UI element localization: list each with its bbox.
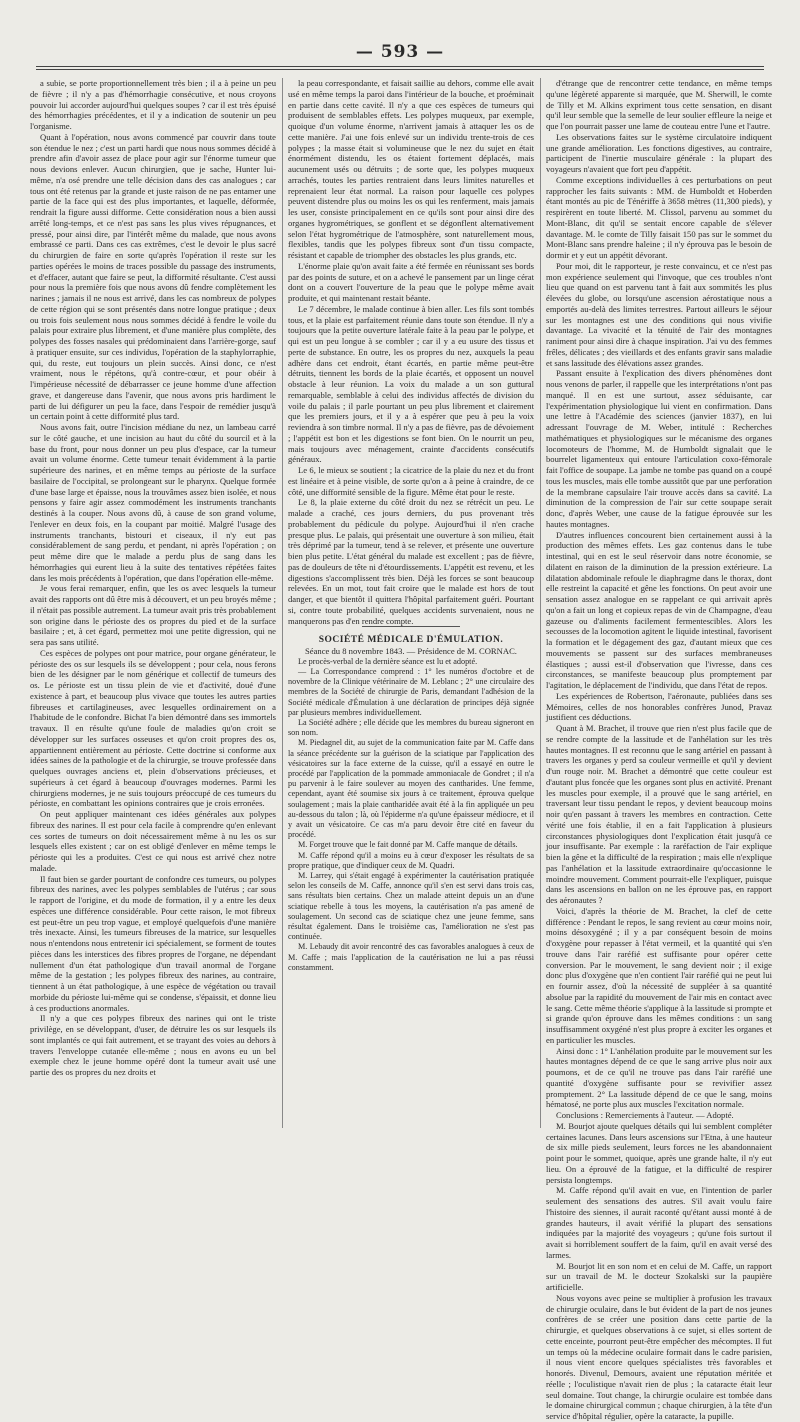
paragraph: Il n'y a que ces polypes fibreux des narines qui ont le triste privilège, en se développant, d'user, de détruire les os sur lesquels ils sont implantés ce qui fait autrement, et se trayant des voies au dehors à travers l'enveloppe cutanée elle-même ; nous en avons eu un bel exemple chez le jeune homme opéré dont la tumeur avait usé une partie des os propres du nez droits et: [30, 1013, 276, 1077]
paragraph: Passant ensuite à l'explication des divers phénomènes dont nous venons de parler, il rappelle que les interprétations n'ont pas manqué. Il en est une surtout, assez séduisante, car l'expérimentation physiologique lui vient en confirmation. Dans une lettre à l'Académie des sciences (janvier 1837), en lui adressant l'ouvrage de M. Weber, intitulé : Recherches mathématiques et physiologiques sur le mécanisme des organes locomoteurs de l'homme, M. de Humboldt signalait que le bourrelet ligamenteux qui entoure l'articulation coxo-fémorale fait l'office de soupape. La jambe ne tombe pas quand on a coupé tous les muscles, mais elle tombe aussitôt que par une perforation de la membrane capsulaire l'air trouve accès dans sa cavité. La diminution de la compression de l'air sur cette soupape serait donc, d'après Weber, une cause de la fatigue éprouvée sur les hautes montagnes.: [546, 368, 772, 529]
paragraph: D'autres influences concourent bien certainement aussi à la production des mêmes effets. Les gaz contenus dans le tube intestinal, qui en est le seul réservoir dans notre économie, se dilatent en raison de la diminution de la pression extérieure. La dilatation abdominale refoule le diaphragme dans le thorax, dont elle restreint la capacité et gêne les fonctions. On peut avoir une sensation assez analogue en se rappelant ce qui arrivait après qu'on a fait un long et copieux repas de vin de Champagne, d'eau gazeuse ou d'aliments facilement fermentescibles. Alors les secousses de la locomotion agitent le liquide intestinal, favorisent la formation et le dégagement des gaz, d'autant mieux que ces mouvements se passent sur des surfaces membraneuses élastiques ; aussi est-il d'observation que l'ivresse, dans ces circonstances, se manifeste beaucoup plus promptement par l'agitation, le déplacement de l'individu, que dans l'état de repos.: [546, 529, 772, 690]
paragraph: Nous voyons avec peine se multiplier à profusion les travaux de chirurgie oculaire, dans le but évident de la part de nos jeunes confrères de se créer une position dans cette partie de la chirurgie, et quelques observations à ce sujet, si elles sortent de cette enceinte, pourront peut-être empêcher des mécomptes. Il fut un temps où la médecine oculaire formait dans le cadre parisien, il nous vient encore quelques spécialistes très favorables et honorés. Divenul, Demours, avaient une réputation méritée et réelle ; l'oculistique n'avait rien de plus ; la cataracte était leur seul domaine. Tout change, la chirurgie oculaire est tombée dans le domaine chirurgical commun ; chaque chirurgien, à la tête d'un service d'hôpital régulier, opère la cataracte, la pupille.: [546, 1292, 772, 1421]
header-rule-double: [36, 69, 764, 70]
paragraph: La Société adhère ; elle décide que les membres du bureau signeront en son nom.: [288, 717, 534, 738]
paragraph: L'énorme plaie qu'on avait faite a été fermée en réunissant ses bords par des points de suture, et on a achevé le pansement par un linge cérat dont on a couvert l'ouverture de la peau que le polype même avait produite, et qui maintenant restait béante.: [288, 260, 534, 303]
paragraph: On peut appliquer maintenant ces idées générales aux polypes fibreux des narines. Il est pour cela facile à comprendre qu'en enlevant ces sortes de tumeurs on doit nécessairement même à nu les os sur lesquels elles existent ; car on est obligé d'enlever en même temps le périoste qui les a produites. C'est ce qui nous est arrivé chez notre malade.: [30, 809, 276, 873]
paragraph: Ces espèces de polypes ont pour matrice, pour organe générateur, le périoste des os sur lesquels ils se développent ; pour cela, nous ferons bien de les désigner par le nom générique et collectif de tumeurs des os. Le périoste est un tissu plein de vie et d'activité, doué d'une existence à part, et beaucoup plus vivace que toutes les autres parties fibreuses et cartilagineuses, avec lesquelles ordinairement on a l'habitude de le confondre. Bichat l'a bien démontré dans ses immortels travaux. Il en résulte qu'une foule de maladies qu'on croit se développer sur les surfaces osseuses et qu'on croit propres des os, appartiennent entièrement au périoste. Cette doctrine si conforme aux idées saines de la pathologie et de la chirurgie, se trouve professée dans quelques ouvrages anciens et, plein d'observations précieuses, et supérieurs à cet égard à beaucoup d'ouvrages modernes. Parmi les chirurgiens modernes, je ne suis toujours préoccupé de ces tumeurs du périoste, en combattant les opinions contraires que je crois erronées.: [30, 647, 276, 809]
paragraph: M. Bourjot lit en son nom et en celui de M. Caffe, un rapport sur un travail de M. le docteur Szokalski sur la paupière artificielle.: [546, 1260, 772, 1292]
paragraph: — La Correspondance comprend : 1° les numéros d'octobre et de novembre de la Clinique vétérinaire de M. Leblanc ; 2° une circulaire des membres de la Société de chirurgie de Paris, demandant l'adhésion de la Société médicale d'Émulation à une déclaration de principes déjà signée par plusieurs membres individuellement.: [288, 666, 534, 717]
paragraph: Je vous ferai remarquer, enfin, que les os avec lesquels la tumeur avait des rapports ont dû être mis à découvert, et un peu broyés même ; il n'était pas possible autrement. La tumeur avait pris très probablement son origine dans le périoste des os propres du pied et de la surface basilaire ; et, à cet égard, permettez moi une petite digression, qui ne sera pas sans utilité.: [30, 583, 276, 647]
session-line: Séance du 8 novembre 1843. — Présidence de M. CORNAC.: [305, 646, 517, 656]
page-number: — 593 —: [355, 42, 445, 62]
paragraph: M. Piedagnel dit, au sujet de la communication faite par M. Caffe dans la séance précédente sur la guérison de la sciatique par l'application des vésicatoires sur la face externe de la cuisse, qu'il a essayé en outre le procédé par l'application de la pommade ammoniacale de Gondret ; il n'a pu parvenir à le faire soulever au moyen des cantharides. Une femme, cependant, ayant été soumise six jours à ce traitement, éprouva quelque soulagement ; mais la plaie cantharidée avait été à la fin appliquée un peu au-dessous du talon ; là, où l'épiderme n'a qu'une épaisseur médiocre, et il y avait un vésicatoire. Ce cas m'a paru devoir être cité en faveur du procédé.: [288, 738, 534, 840]
paragraph: Quant à M. Brachet, il trouve que rien n'est plus facile que de se rendre compte de la lassitude et de l'anhélation sur les très hautes montagnes. Il est reconnu que le sang artériel en passant à travers les organes y perd sa couleur vermeille et qu'il y devient d'un rouge noir. M. Brachet a démontré que cette couleur est d'autant plus foncée que les organes sont plus en activité. Prenant les muscles pour exemple, il a prouvé que le sang artériel, en traversant leur tissu pendant le repos, y devient beaucoup moins noir qu'en passant à travers les membres en contraction. Cette vérité une fois établie, il en a fait l'application à plusieurs circonstances physiologiques dont l'explication était jusqu'à ce jour insuffisante. Par exemple : la raréfaction de l'air explique bien la gêne et la difficulté de la respiration ; mais elle n'explique pas l'anhélation et la lassitude extraordinaire qu'occasionne le moindre mouvement. Comment pourrait-elle l'expliquer, puisque dans les ascensions en ballon on ne les éprouve pas, en rapport des aéronautes ?: [546, 723, 772, 905]
paragraph: d'étrange que de rencontrer cette tendance, en même temps qu'une légèreté apparente si marquée, que M. Sherwill, le comte de Tilly et M. Alkins expriment tous cette sensation, en disant qu'il leur semble que la semelle de leur soulier effleure la neige et que l'on pourrait passer une lame de couteau entre l'une et l'autre.: [546, 78, 772, 131]
header-rule: [36, 66, 764, 67]
paragraph: Les expériences de Robertson, l'aéronaute, publiées dans ses Mémoires, celles de nos honorables confrères Junod, Pravaz justifient ces déductions.: [546, 690, 772, 723]
text-column-middle: [288, 78, 534, 1128]
paragraph: M. Lebaudy dit avoir rencontré des cas favorables analogues à ceux de M. Caffe ; mais l'application de la cautérisation ne lui a pas réussi constamment.: [288, 942, 534, 972]
paragraph: Le 7 décembre, le malade continue à bien aller. Les fils sont tombés tous, et la plaie est parfaitement réunie dans toute son étendue. Il n'y a toujours que la petite ouverture latérale faite à la peau par le polype, et qui est un peu longue à se combler ; car il y a eu usure des tissus et perte de substance. En outre, les os propres du nez, auxquels la peau adhère dans cet endroit, étant écartés, en partie même peut-être détruits, tiennent les bords de la plaie écartés, et opposent un nouvel obstacle à leur réunion. La voix du malade a un son guttural remarquable, semblable à celui des individus affectés de division du voile du palais ; il parle pourtant un peu plus librement et clairement que les premiers jours, et il y a à espérer que peu à peu la voix reviendra à son timbre normal. Il n'y a pas de fièvre, pas de dévoiement ; l'appétit est bon et les digestions se font bien. On le nourrit un peu, mais toujours avec ménagement, crainte d'accidents consécutifs généraux.: [288, 303, 534, 465]
paragraph: Les observations faites sur le système circulatoire indiquent une grande amélioration. Les fonctions digestives, au contraire, participent de l'inertie musculaire générale : la plupart des voyageurs n'avaient que fort peu d'appétit.: [546, 131, 772, 174]
paragraph: Comme exceptions individuelles à ces perturbations on peut rapprocher les faits suivants : MM. de Humboldt et Hoberden étant montés au pic de Ténériffe à 3658 mètres (11,300 pieds), y respirèrent en toute liberté. M. Clissol, parvenu au sommet du Mont-Blanc, dit qu'il se sentait encore capable de s'élever davantage. M. le comte de Tilly faisait 150 pas sur le sommet du Mont-Blanc sans prendre haleine ; il n'y éprouva pas le besoin de dormir et y eut un appétit dévorant.: [546, 174, 772, 260]
paragraph: Quant à l'opération, nous avons commencé par couvrir dans toute son étendue le nez ; c'est un parti hardi que nous nous sommes décidé à prendre afin d'avoir assez de place pour agir sur l'énorme tumeur que nous devions enlever. Aucun chirurgien, que je sache, Hunter lui-même, n'a osé prendre une telle décision dans des cas analogues ; car tous ont été retenus par la grande et juste raison de ne pas entamer une partie de la face qui est des plus importantes, et laquelle, déformée, rendrait la figure aussi difforme. Cette considération nous a bien aussi arrêté long-temps, et ce n'est pas sans les plus vives répugnances, et pressé, pour ainsi dire, par l'intérêt même du malade, que nous avons embrassé ce parti. Dans ces cas extrêmes, c'est le devoir le plus sacré du chirurgien de faire en sorte qu'après l'opération il reste sur les parties opérées le moins de traces possible du passage des instruments, et d'effacer, autant que faire se peut, la difformité résultante. C'est aussi pour nous la première fois que nous avons dû fendre complètement les narines ; jamais il ne nous est arrivé, dans les cas nombreux de polypes de cette région qui se sont présentés dans notre longue pratique ; deux ou trois fois seulement nous nous sommes décidé à fendre le voile du palais pour extraire plus librement, et d'une manière plus complète, des polypes des fosses nasales qui prédominaient dans l'arrière-gorge, sauf à pratiquer ensuite, sur ces individus, l'opération de la staphylorraphie, qui, du reste, eut toujours un plein succès. Ainsi donc, ce n'est vraiment, nous le répétons, qu'à contre-cœur, et pour obéir à l'impérieuse nécessité de débarrasser ce jeune homme d'une affection grave, et dangereuse dans l'avenir, que nous avons pris hardiment le parti de lui défigurer un peu la face, dans l'espoir de remédier jusqu'à un certain point à cette difformité plus tard.: [30, 131, 276, 422]
paragraph: la peau correspondante, et faisait saillie au dehors, comme elle avait usé en même temps la paroi dans l'intérieur de la bouche, et proéminait en partie dans cette cavité. Il n'y a que ces espèces de tumeurs qui produisent de semblables effets. Les polypes muqueux, par exemple, quoique d'un volume énorme, n'arrivent jamais à attaquer les os de cette manière. J'ai une fois enlevé sur un individu trente-trois de ces polypes ; la masse était si volumineuse que le nez du sujet en était énormément distendu, les os étaient fortement déplacés, mais aucunement usés ou détruits ; de sorte que, les polypes muqueux arrachés, toutes les parties rentraient dans leurs limites naturelles et reprenaient leur état normal. La raison pour laquelle ces polypes peuvent distendre plus ou moins les os qui les renferment, mais jamais les user, consiste principalement en ce qu'ils sont pour ainsi dire des organes hygrométriques, se gonflent et se dégonflent alternativement selon l'état hygrométrique de l'atmosphère, sont naturellement mous, flexibles, tandis que les polypes fibreux sont d'un tissu compacte, résistant et capable de triompher des obstacles les plus grands, etc.: [288, 78, 534, 260]
paragraph: M. Bourjot ajoute quelques détails qui lui semblent compléter certaines lacunes. Dans leurs ascensions sur l'Etna, à une hauteur de six mille pieds seulement, leurs forces ne les abandonnaient point pour le sommet, quoique, après une grande halte, il n'y eut lieu. On a éprouvé de la fatigue, et la difficulté de respirer persista longtemps.: [546, 1120, 772, 1185]
paragraph: M. Larrey, qui s'était engagé à expérimenter la cautérisation pratiquée selon les conseils de M. Caffe, annonce qu'il s'en est servi dans trois cas, sans résultats bien certains. Chez un malade atteint depuis un an d'une sciatique rebelle à tous les moyens, la cautérisation n'a pas amené de soulagement. Un second cas de sciatique chez une jeune femme, sans résultat également. Dans le troisième cas, l'amélioration ne s'est pas continuée.: [288, 871, 534, 942]
text-column-left: [30, 78, 276, 1128]
paragraph: M. Caffe répond qu'il avait en vue, en l'intention de parler seulement des sensations des autres. S'il avait voulu faire l'histoire des siennes, il aurait raconté qu'étant aussi monté à de grandes hauteurs, il avait vérifié la plupart des sensations indiquées par la majorité des voyageurs ; qu'une fois surtout il avait si horriblement souffert de la faim, qu'il en avait versé des larmes.: [546, 1185, 772, 1260]
paragraph: Il faut bien se garder pourtant de confondre ces tumeurs, ou polypes fibreux des narines, avec les polypes semblables de l'utérus ; car sous le rapport de l'origine, et du mode de formation, il y a entre les deux espèces une différence considérable. Pour cette raison, le mot fibreux est peut-être un peu trop vague, et employé quelquefois d'une manière très inexacte. Ainsi, les tumeurs fibreuses de la matrice, sur lesquelles nous n'entendons nous entretenir ici spécialement, se forment de toutes pièces dans les interstices des fibres propres de l'organe, ne dépendant nullement d'un état pathologique d'un travail anormal de l'organe même de la gestation ; les polypes fibreux des narines, au contraire, tiennent à un état pathologique, à une espèce de végétation ou travail morbide du périoste lui-même qui se condense, s'épaissit, et donne lieu à ces productions anormales.: [30, 873, 276, 1013]
column-divider: [282, 78, 283, 1128]
paragraph: Pour moi, dit le rapporteur, je reste convaincu, et ce n'est pas mon expérience seulement qui l'invoque, que ces troubles n'ont lieu que quand on est parvenu tant à fait aux sommités les plus élevées du globe, ou lorsqu'une ascension aérostatique nous a emportés au-delà des limites terrestres. Partout ailleurs le séjour sur les montagnes est une des conditions qui nous vivifie davantage. La vivacité et la ténuité de l'air des montagnes raniment pour ainsi dire à chaque inspiration. J'ai vu des femmes frêles, délicates ; des vieillards et des enfants gravir sans maladie et sans lassitude des élévations assez grandes.: [546, 260, 772, 368]
paragraph: Conclusions : Remerciements à l'auteur. — Adopté.: [556, 1110, 734, 1120]
paragraph: M. Forget trouve que le fait donné par M. Caffe manque de détails.: [298, 840, 518, 850]
section-heading: SOCIÉTÉ MÉDICALE D'ÉMULATION.: [288, 626, 534, 646]
paragraph: Le 8, la plaie externe du côté droit du nez se rétrécit un peu. Le malade a craché, ces jours derniers, du pus provenant très probablement du pédicule du polype. Aujourd'hui il n'en crache presque plus. Le palais, qui présentait une ouverture à son milieu, était très déprimé par la tumeur, tend à se relever, et présente une ouverture bien plus petite. L'état général du malade est excellent ; pas de fièvre, pas de douleurs de tête ni d'étourdissements. L'appétit est revenu, et les digestions s'accomplissent très bien. Déjà les forces se sont beaucoup relevées. En un mot, tout fait croire que le malade est hors de tout danger, et que bientôt il quittera l'hôpital parfaitement guéri. Pourtant si, contre toute probabilité, quelques accidents survenaient, nous ne manquerons pas d'en rendre compte.: [288, 497, 534, 626]
paragraph: Nous avons fait, outre l'incision médiane du nez, un lambeau carré sur le côté gauche, et une incision au haut du côté du sourcil et à la base du front, pour nous donner un peu plus d'espace, car la tumeur avait un volume énorme. Cette tumeur tenait évidemment à la partie supérieure des narines, et en même temps au périoste de la surface basilaire de l'occipital, se prolongeant sur le pharynx. Quelque formée d'une base large et épaisse, nous la trouvâmes assez bien isolée, et nous pensons y faire agir assez commodément les instruments tranchants destinés à la couper. Nous avons dû, à cause de son grand volume, l'enlever en deux fois, en la coupant par moitié. Malgré l'usage des instruments tranchants, bistouri et ciseaux, il n'y eut pas considérablement de sang perdu, et pendant, ni après l'opération ; on peut même dire que le malade a perdu plus de sang dans les hémorrhagies qui eurent lieu à la suite des tentatives répétées faites dans les mois précédents à l'opération, que dans l'opération elle-même.: [30, 422, 276, 583]
paragraph: Ainsi donc : 1° L'anhélation produite par le mouvement sur les hautes montagnes dépend de ce que le sang arrive plus noir aux poumons, et de ce qu'il ne trouve pas dans l'air raréfié une quantité d'oxygène suffisante pour se revivifier assez promptement. 2° La lassitude dépend de ce que le sang, moins hématosé, ne porte plus aux muscles l'excitation normale.: [546, 1045, 772, 1110]
paragraph: Le procès-verbal de la dernière séance est lu et adopté.: [298, 656, 478, 666]
paragraph: Voici, d'après la théorie de M. Brachet, la clef de cette différence : Pendant le repos, le sang revient au cœur moins noir, moins désoxygéné ; il y a par conséquent besoin de moins d'oxygène pour repasser à l'état vermeil, et la quantité qui s'en trouve dans l'air raréfié est suffisante pour opérer cette conversion. Par le mouvement, le sang devient noir ; il exige donc plus d'oxygène que n'en contient l'air raréfié qui ne peut lui en fournir assez, d'où la nécessité de suppléer à sa quantité absolue par la rapidité du mouvement de l'air mis en contact avec le sang. Cette même théorie s'applique à la lassitude si prompte et si grande qu'on éprouve dans les mêmes conditions : un sang insuffisamment oxygéné n'est plus propre à exciter les organes et en particulier les muscles.: [546, 905, 772, 1045]
paragraph: M. Caffe répond qu'il a moins eu à cœur d'exposer les résultats de sa propre pratique, que d'indiquer ceux de M. Quadri.: [288, 850, 534, 870]
column-divider: [540, 78, 541, 1128]
paragraph: a subie, se porte proportionnellement très bien ; il a à peine un peu de fièvre ; il n'y a pas d'hémorrhagie consécutive, et nous croyons pouvoir lui accorder aujourd'hui quelques soupes ? car il est très épuisé des hémorrhagies précédentes, et il y a indication de soutenir un peu l'organisme.: [30, 78, 276, 131]
paragraph: Le 6, le mieux se soutient ; la cicatrice de la plaie du nez et du front est linéaire et à peine visible, de sorte qu'on a à peine à craindre, de ce côté, une difformité sensible de la figure. Même état pour le reste.: [288, 465, 534, 497]
text-column-right: [546, 78, 772, 1421]
